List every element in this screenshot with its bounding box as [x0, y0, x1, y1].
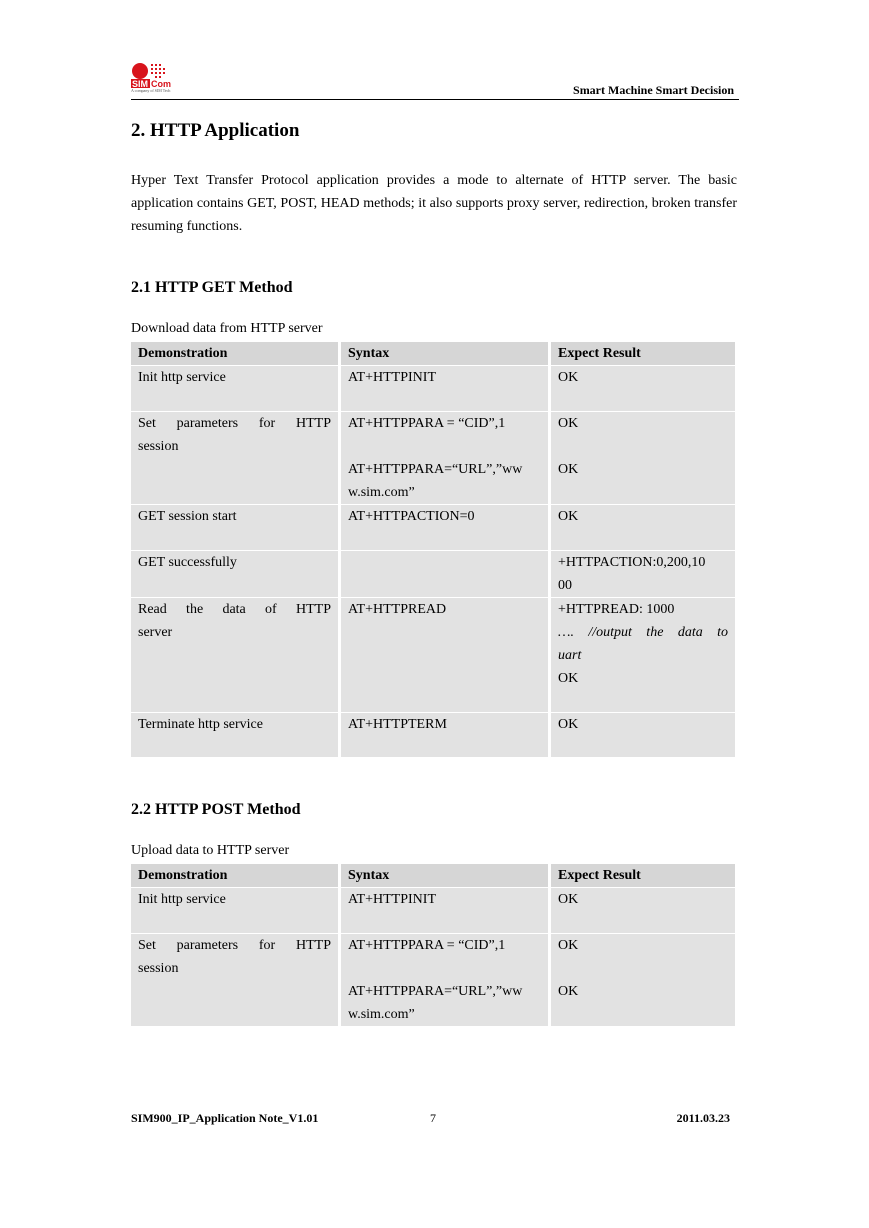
- table-row: [131, 933, 735, 1026]
- syntax-cell: AT+HTTPACTION=0: [341, 504, 548, 550]
- table-row: [131, 365, 735, 411]
- demo-line: Set parameters for HTTP: [138, 416, 331, 431]
- footer-page-number: 7: [430, 1111, 436, 1125]
- result-line: …. //output the data to: [558, 625, 728, 640]
- demo-line: session: [138, 439, 179, 454]
- col-header-expect-result: Expect Result: [551, 864, 735, 887]
- table-header-row: [131, 342, 735, 365]
- result-cell: [551, 550, 735, 597]
- syntax-cell: [341, 411, 548, 504]
- result-line: OK: [558, 671, 579, 686]
- result-line: 00: [558, 578, 572, 593]
- demo-cell: Init http service: [131, 887, 338, 933]
- footer-document-name: SIM900_IP_Application Note_V1.01: [131, 1111, 319, 1125]
- result-cell: [551, 597, 735, 712]
- header-divider: [131, 99, 739, 100]
- demo-cell: [131, 933, 338, 1026]
- table-row: [131, 504, 735, 550]
- result-cell: OK: [551, 365, 735, 411]
- demo-line: Read the data of HTTP: [138, 602, 331, 617]
- result-line: +HTTPREAD: 1000: [558, 602, 675, 617]
- header-tagline: Smart Machine Smart Decision: [573, 83, 734, 97]
- post-section-heading: 2.2 HTTP POST Method: [131, 801, 301, 818]
- result-line: uart: [558, 648, 582, 663]
- intro-paragraph: Hyper Text Transfer Protocol application provides a mode to alternate of HTTP server. The basic application contains GET, POST, HEAD methods; it also supports proxy server, redirection, broken transfer resuming functions.: [131, 173, 737, 234]
- demo-cell: Terminate http service: [131, 712, 338, 757]
- result-cell: OK: [551, 887, 735, 933]
- syntax-cell: [341, 933, 548, 1026]
- demo-line: session: [138, 961, 179, 976]
- page-title: 2. HTTP Application: [131, 120, 300, 141]
- post-method-table: [128, 864, 738, 1026]
- table-row: [131, 887, 735, 933]
- post-table-caption: Upload data to HTTP server: [131, 843, 290, 858]
- svg-text:Com: Com: [151, 79, 171, 89]
- table-row: [131, 597, 735, 712]
- result-line: +HTTPACTION:0,200,10: [558, 555, 706, 570]
- logo-tagline: A company of SIM Tech: [131, 88, 171, 93]
- result-cell: [551, 933, 735, 1026]
- syntax-cell: AT+HTTPREAD: [341, 597, 548, 712]
- demo-line: server: [138, 625, 173, 640]
- get-table-caption: Download data from HTTP server: [131, 321, 323, 336]
- syntax-line: AT+HTTPPARA=“URL”,”ww: [348, 462, 523, 477]
- syntax-cell: AT+HTTPINIT: [341, 365, 548, 411]
- get-method-table: [128, 342, 738, 757]
- syntax-cell: [341, 550, 548, 597]
- get-section-heading: 2.1 HTTP GET Method: [131, 279, 293, 296]
- col-header-syntax: Syntax: [341, 342, 548, 365]
- syntax-line: w.sim.com”: [348, 1007, 415, 1022]
- result-line: OK: [558, 462, 579, 477]
- result-cell: OK: [551, 504, 735, 550]
- demo-cell: GET successfully: [131, 550, 338, 597]
- syntax-cell: AT+HTTPTERM: [341, 712, 548, 757]
- footer-date: 2011.03.23: [676, 1111, 730, 1125]
- syntax-line: w.sim.com”: [348, 485, 415, 500]
- demo-cell: [131, 411, 338, 504]
- result-cell: [551, 411, 735, 504]
- demo-cell: [131, 597, 338, 712]
- col-header-demonstration: Demonstration: [131, 342, 338, 365]
- table-row: [131, 712, 735, 757]
- syntax-cell: AT+HTTPINIT: [341, 887, 548, 933]
- demo-cell: GET session start: [131, 504, 338, 550]
- result-line: OK: [558, 938, 579, 953]
- table-row: [131, 550, 735, 597]
- col-header-syntax: Syntax: [341, 864, 548, 887]
- demo-line: Set parameters for HTTP: [138, 938, 331, 953]
- syntax-line: AT+HTTPPARA=“URL”,”ww: [348, 984, 523, 999]
- syntax-line: AT+HTTPPARA = “CID”,1: [348, 938, 506, 953]
- result-line: OK: [558, 416, 579, 431]
- syntax-line: AT+HTTPPARA = “CID”,1: [348, 416, 506, 431]
- col-header-demonstration: Demonstration: [131, 864, 338, 887]
- table-row: [131, 411, 735, 504]
- svg-text:SIM: SIM: [132, 79, 149, 89]
- demo-cell: Init http service: [131, 365, 338, 411]
- table-header-row: [131, 864, 735, 887]
- col-header-expect-result: Expect Result: [551, 342, 735, 365]
- result-line: OK: [558, 984, 579, 999]
- result-cell: OK: [551, 712, 735, 757]
